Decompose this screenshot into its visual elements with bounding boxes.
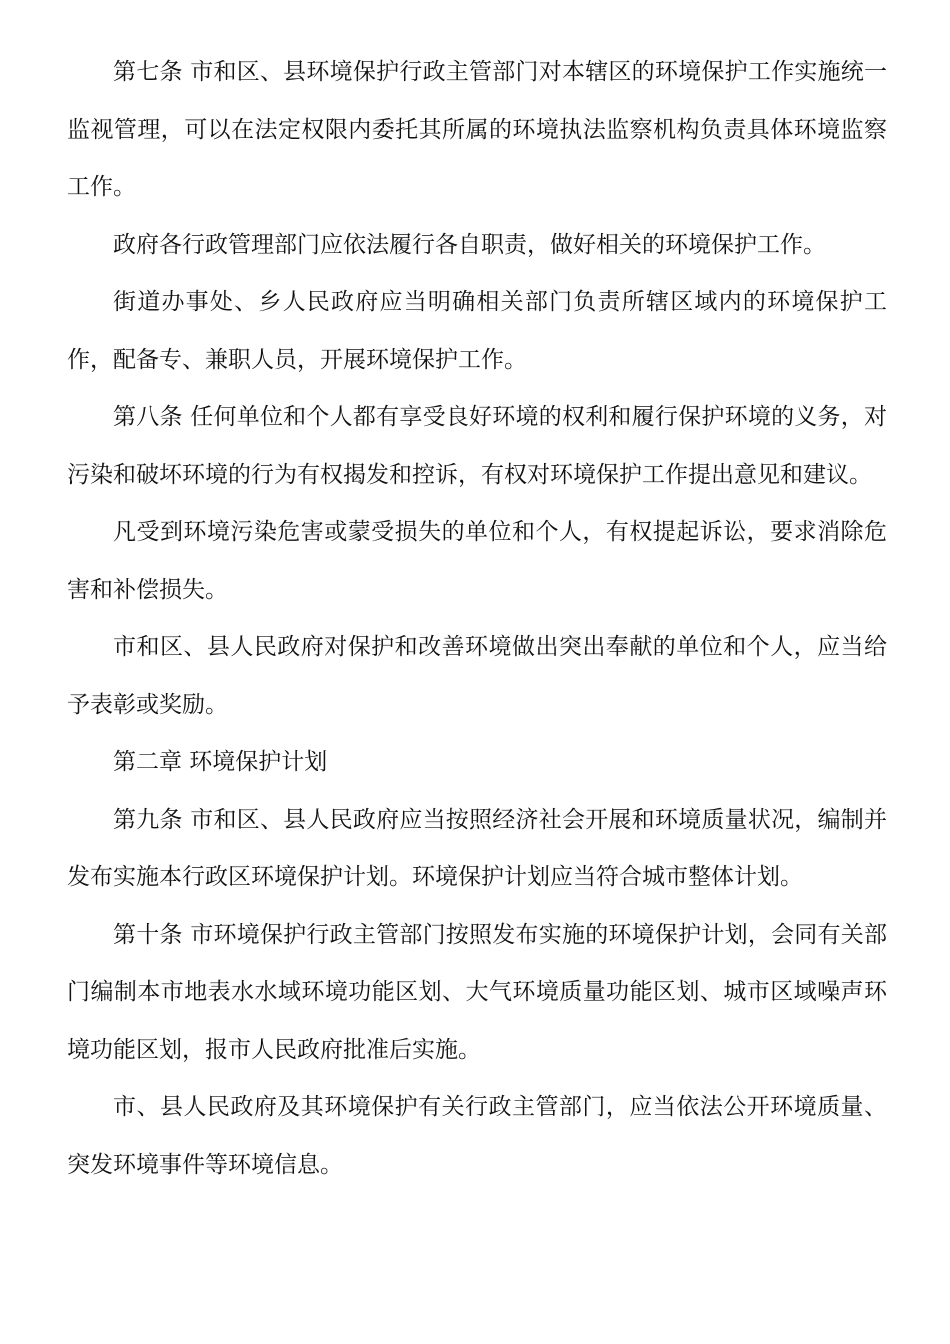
paragraph-article-7: 第七条 市和区、县环境保护行政主管部门对本辖区的环境保护工作实施统一监视管理，可以在法定权限内委托其所属的环境执法监察机构负责具体环境监察工作。 xyxy=(67,59,887,200)
paragraph-commendation: 市和区、县人民政府对保护和改善环境做出突出奉献的单位和个人，应当给予表彰或奖励。 xyxy=(67,634,887,718)
document-body xyxy=(67,44,887,1194)
paragraph-information-disclosure: 市、县人民政府及其环境保护有关行政主管部门，应当依法公开环境质量、突发环境事件等环境信息。 xyxy=(67,1094,887,1178)
paragraph-government-duties: 政府各行政管理部门应依法履行各自职责，做好相关的环境保护工作。 xyxy=(113,231,826,258)
paragraph-article-9: 第九条 市和区、县人民政府应当按照经济社会开展和环境质量状况，编制并发布实施本行政区环境保护计划。环境保护计划应当符合城市整体计划。 xyxy=(67,806,887,890)
paragraph-litigation-right: 凡受到环境污染危害或蒙受损失的单位和个人，有权提起诉讼，要求消除危害和补偿损失。 xyxy=(67,519,887,603)
chapter-heading-2: 第二章 环境保护计划 xyxy=(113,749,328,775)
paragraph-street-offices: 街道办事处、乡人民政府应当明确相关部门负责所辖区域内的环境保护工作，配备专、兼职人员，开展环境保护工作。 xyxy=(67,289,887,373)
paragraph-article-10: 第十条 市环境保护行政主管部门按照发布实施的环境保护计划，会同有关部门编制本市地表水水域环境功能区划、大气环境质量功能区划、城市区域噪声环境功能区划，报市人民政府批准后实施。 xyxy=(67,921,887,1063)
paragraph-article-8: 第八条 任何单位和个人都有享受良好环境的权利和履行保护环境的义务，对污染和破坏环境的行为有权揭发和控诉，有权对环境保护工作提出意见和建议。 xyxy=(67,404,887,488)
